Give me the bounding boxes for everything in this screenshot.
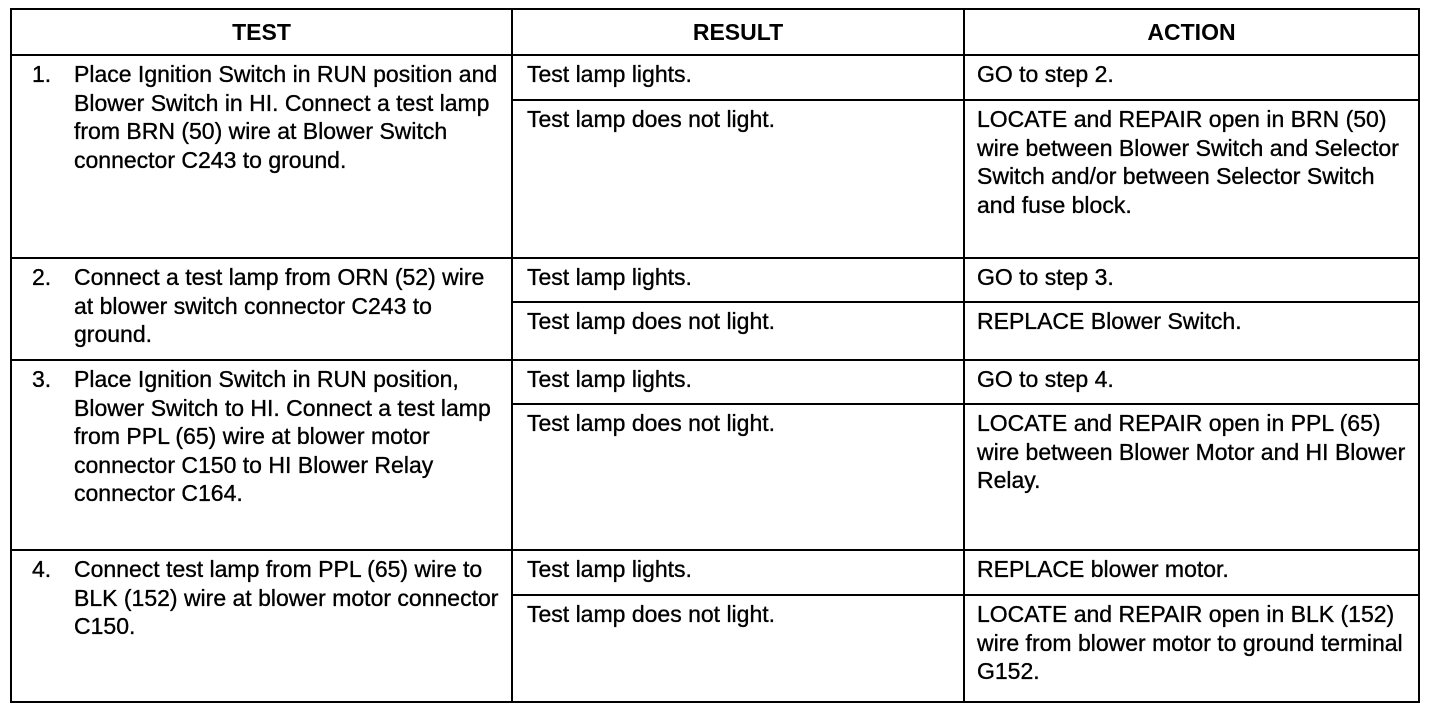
table-row [11, 55, 1419, 100]
step-number: 4. [32, 556, 52, 582]
step-number: 3. [32, 366, 52, 392]
action-cell: GO to step 2. [964, 55, 1419, 100]
result-cell: Test lamp lights. [512, 360, 964, 404]
test-cell [11, 550, 512, 702]
result-cell: Test lamp lights. [512, 55, 964, 100]
header-row [11, 9, 1419, 55]
step-number: 1. [32, 61, 52, 87]
test-description: Connect a test lamp from ORN (52) wire at blower switch connector C243 to ground. [74, 264, 485, 348]
action-cell: LOCATE and REPAIR open in BRN (50) wire between Blower Switch and Selector Switch and/or between Selector Switch and fuse block. [964, 100, 1419, 258]
action-cell: REPLACE blower motor. [964, 550, 1419, 595]
test-cell [11, 55, 512, 258]
test-description: Place Ignition Switch in RUN position and Blower Switch in HI. Connect a test lamp from BRN (50) wire at Blower Switch connector C243 to ground. [74, 61, 498, 173]
action-cell: GO to step 3. [964, 258, 1419, 302]
test-cell [11, 360, 512, 550]
table-row [11, 550, 1419, 595]
table-row [11, 360, 1419, 404]
test-header: TEST [11, 9, 512, 55]
action-cell: LOCATE and REPAIR open in BLK (152) wire from blower motor to ground terminal G152. [964, 595, 1419, 702]
test-description: Place Ignition Switch in RUN position, Blower Switch to HI. Connect a test lamp from PPL (65) wire at blower motor connector C150 to HI Blower Relay connector C164. [74, 366, 491, 507]
action-header: ACTION [964, 9, 1419, 55]
action-cell: GO to step 4. [964, 360, 1419, 404]
result-cell: Test lamp does not light. [512, 595, 964, 702]
table-row [11, 258, 1419, 302]
result-header: RESULT [512, 9, 964, 55]
test-cell [11, 258, 512, 360]
test-description: Connect test lamp from PPL (65) wire to BLK (152) wire at blower motor connector C150. [74, 556, 499, 640]
result-cell: Test lamp lights. [512, 550, 964, 595]
result-cell: Test lamp lights. [512, 258, 964, 302]
result-cell: Test lamp does not light. [512, 302, 964, 360]
action-cell: LOCATE and REPAIR open in PPL (65) wire between Blower Motor and HI Blower Relay. [964, 404, 1419, 550]
result-cell: Test lamp does not light. [512, 100, 964, 258]
action-cell: REPLACE Blower Switch. [964, 302, 1419, 360]
step-number: 2. [32, 264, 52, 290]
diagnostic-table [10, 8, 1420, 703]
result-cell: Test lamp does not light. [512, 404, 964, 550]
